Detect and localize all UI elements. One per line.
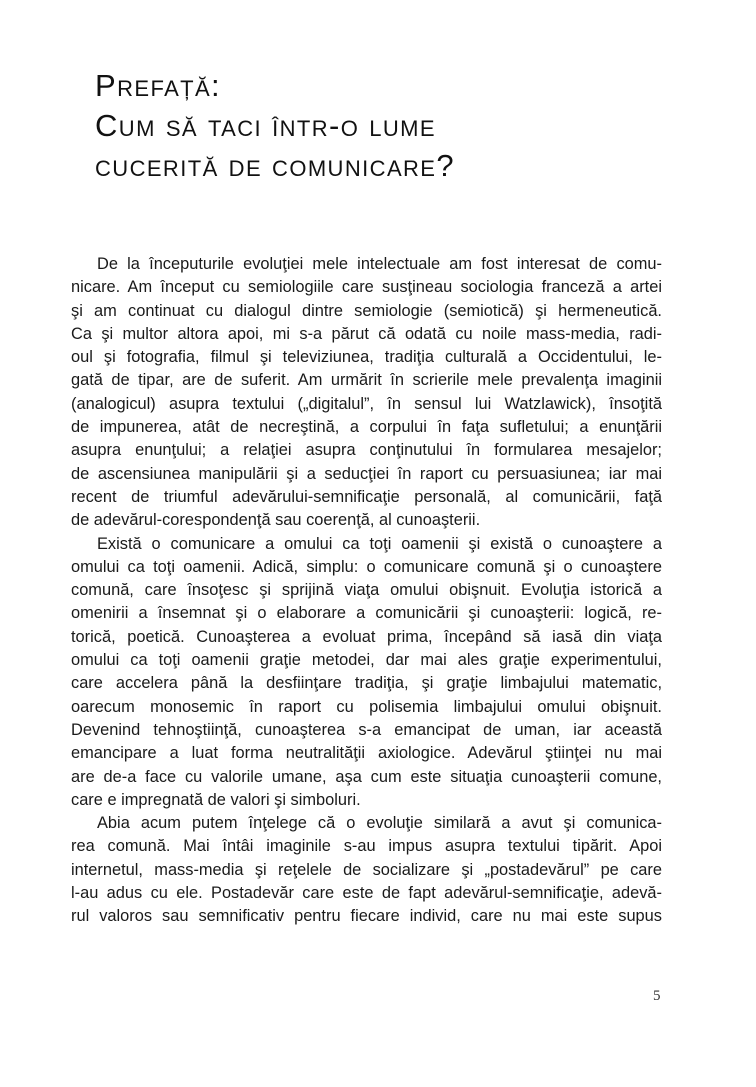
text-line: de impunerea, atât de necreştină, a corpului în faţa sufletului; a enunţării [71,418,662,437]
text-line: internetul, mass-media şi reţelele de socializare şi „postadevărul” pe care [71,860,662,879]
text-line: are de-a face cu valorile umane, aşa cum este situaţia cunoaşterii comune, [71,767,662,786]
text-line: (analogicul) asupra textului („digitalul”, în sensul lui Watzlawick), însoţită [71,394,662,413]
text-line: recent de triumful adevărului-semnificaţie personală, al comunicării, faţă [71,487,662,506]
text-line: de adevărul-corespondenţă sau coerenţă, al cunoaşterii. [71,511,481,530]
paragraph-2 [71,533,662,813]
text-line: torică, poetică. Cunoaşterea a evoluat prima, începând să iasă din viaţa [71,627,662,646]
page-number: 5 [653,988,661,1004]
text-line: Abia acum putem înţelege că o evoluţie similară a avut şi comunica- [97,814,662,833]
text-line: omului ca toţi oamenii. Adică, simplu: o comunicare comună şi o cunoaştere [71,557,662,576]
text-line: care e impregnată de valori şi simboluri. [71,790,361,809]
title-line-1: Prefață: [95,68,222,103]
text-line: de ascensiunea manipulării şi a seducţiei în raport cu persuasiunea; iar mai [71,464,662,483]
text-line: gată de tipar, are de suferit. Am urmărit în scrierile mele prevalenţa imaginii [71,371,662,390]
text-line: Devenind tehnoştiinţă, cunoaşterea s-a emancipat de uman, iar această [71,720,662,739]
text-line: nicare. Am început cu semiologiile care susţineau sociologia franceză a artei [71,278,662,297]
text-line: şi am continuat cu dialogul dintre semiologie (semiotică) şi hermeneutică. [71,301,662,320]
paragraph-1 [71,253,662,533]
text-line: oul şi fotografia, filmul şi televiziunea, tradiţia culturală a Occidentului, le- [71,348,662,367]
text-line: Există o comunicare a omului ca toţi oamenii şi există o cunoaştere a [97,534,662,553]
title-line-3: cucerită de comunicare? [95,148,456,183]
paragraph-3 [71,812,662,928]
text-line: rul valoros sau semnificativ pentru fiecare individ, care nu mai este supus [71,907,662,926]
text-line: emancipare a luat forma neutralităţii axiologice. Adevărul ştiinţei nu mai [71,744,662,763]
text-line: rea comună. Mai întâi imaginile s-au impus asupra textului tipărit. Apoi [71,837,662,856]
text-line: care accelera până la desfiinţare tradiţia, şi graţie limbajului matematic, [71,674,662,693]
text-line: omenirii a însemnat şi o elaborare a comunicării şi cunoaşterii: logică, re- [71,604,662,623]
text-line: Ca şi multor altora apoi, mi s-a părut că odată cu noile mass-media, radi- [71,324,662,343]
text-line: De la începuturile evoluţiei mele intelectuale am fost interesat de comu- [97,255,662,273]
chapter-title [95,66,455,186]
text-line: asupra enunţului; a relaţiei asupra conţinutului în formularea mesajelor; [71,441,662,460]
text-line: omului ca toţi oamenii graţie metodei, dar mai ales graţie experimentului, [71,651,662,670]
title-line-2: Cum să taci într-o lume [95,108,436,143]
text-line: l-au adus cu ele. Postadevăr care este de fapt adevărul-semnificaţie, adevă- [71,884,662,903]
text-line: oarecum monosemic în raport cu polisemia limbajului omului obişnuit. [71,697,662,716]
body-text [71,253,662,929]
text-line: comună, care însoţesc şi sprijină viaţa omului obişnuit. Evoluţia istorică a [71,581,662,600]
